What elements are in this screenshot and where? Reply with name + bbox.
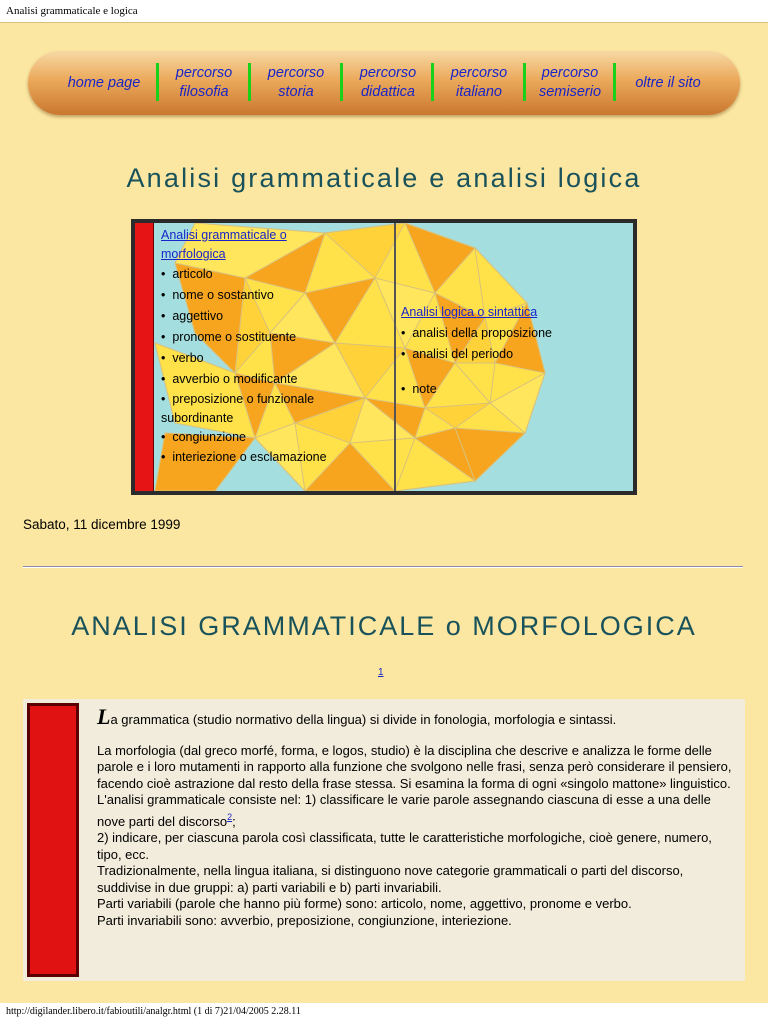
article-text	[97, 704, 737, 929]
red-accent-bar	[27, 703, 79, 977]
nav-separator	[613, 63, 616, 101]
nav-label: storia	[278, 84, 314, 100]
paragraph: 2) indicare, per ciascuna parola così classificata, tutte le caratteristiche morfologiche, cioè genere, numero, tipo, ecc.	[97, 830, 712, 862]
print-footer: http://digilander.libero.it/fabioutili/analgr.html (1 di 7)21/04/2005 2.28.11	[6, 1006, 301, 1017]
nav-label: italiano	[456, 84, 502, 100]
list-item[interactable]: • nome o sostantivo	[161, 288, 274, 302]
list-item-label: note	[412, 382, 437, 396]
drop-cap: L	[97, 704, 111, 729]
link-analisi-grammaticale[interactable]	[161, 226, 393, 264]
menu-left-column	[161, 226, 393, 468]
paragraph: Tradizionalmente, nella lingua italiana, si distinguono nove categorie grammaticali o parti del discorso, suddivise in due gruppi: a) parti variabili e b) parti invariabili.	[97, 863, 684, 895]
column-divider	[394, 223, 396, 491]
paragraph-text: L'analisi grammaticale consiste nel: 1) classificare le varie parole assegnando ciascuna di esse a una delle nove parti del discorso	[97, 792, 711, 829]
article-box	[23, 699, 745, 981]
paragraph	[97, 792, 737, 830]
footnote-link[interactable]: 1	[378, 667, 384, 678]
list-item[interactable]: • verbo	[161, 351, 204, 365]
list-item[interactable]: • congiunzione	[161, 430, 246, 444]
list-item[interactable]: • pronome o sostituente	[161, 330, 297, 344]
paragraph: Parti invariabili sono: avverbio, preposizione, congiunzione, interiezione.	[97, 912, 512, 928]
list-item[interactable]: • preposizione o funzionale subordinante	[161, 392, 315, 425]
list-item-label: avverbio o modificante	[172, 372, 298, 386]
date-text: Sabato, 11 dicembre 1999	[23, 517, 181, 532]
link-text: Analisi grammaticale o	[161, 228, 287, 242]
nav-label: percorso	[450, 65, 508, 81]
section-title: ANALISI GRAMMATICALE o MORFOLOGICA	[71, 611, 697, 641]
nav-bar	[28, 51, 740, 115]
horizontal-rule	[23, 566, 743, 568]
link-text: morfologica	[161, 247, 226, 261]
nav-label: percorso	[175, 65, 233, 81]
list-item[interactable]: • analisi della proposizione	[401, 326, 553, 340]
list-item[interactable]: • aggettivo	[161, 309, 224, 323]
list-item-label: nome o sostantivo	[172, 288, 274, 302]
nav-percorso-storia[interactable]	[256, 59, 336, 107]
nav-label: percorso	[541, 65, 599, 81]
nav-label: percorso	[267, 65, 325, 81]
nav-separator	[156, 63, 159, 101]
list-item[interactable]: • avverbio o modificante	[161, 372, 298, 386]
red-accent-bar	[135, 223, 154, 491]
nav-label: home page	[67, 74, 141, 91]
nav-oltre-il-sito[interactable]	[620, 59, 716, 107]
nav-label: percorso	[359, 65, 417, 81]
nav-percorso-filosofia[interactable]	[164, 59, 244, 107]
nav-label: didattica	[360, 84, 415, 100]
nav-home-page[interactable]	[56, 59, 152, 107]
page-title: Analisi grammaticale e analisi logica	[126, 163, 642, 193]
list-item-label: preposizione o funzionale	[172, 392, 315, 406]
list-item-label: analisi del periodo	[412, 347, 514, 361]
list-item-label: pronome o sostituente	[172, 330, 297, 344]
list-item[interactable]: • note	[401, 382, 437, 396]
list-item-label: analisi della proposizione	[412, 326, 553, 340]
footnote-link[interactable]: 2	[227, 811, 233, 822]
nav-separator	[340, 63, 343, 101]
nav-separator	[431, 63, 434, 101]
menu-table	[131, 219, 637, 495]
paragraph-text: ;	[232, 813, 236, 829]
list-item-label: verbo	[172, 351, 204, 365]
list-item[interactable]: • analisi del periodo	[401, 347, 514, 361]
list-item-label: articolo	[172, 267, 213, 281]
nav-percorso-semiserio[interactable]	[530, 59, 610, 107]
list-item-label: subordinante	[161, 411, 234, 425]
list-item-label: aggettivo	[172, 309, 224, 323]
paragraph: La morfologia (dal greco morfé, forma, e logos, studio) è la disciplina che descrive e analizza le forme delle parole e i loro mutamenti in rapporto alla funzione che svolgono nelle frasi, senza però considerare il pensiero, facendo cioè astrazione dal resto della frase stessa. Si esamina la forma di ogni «singolo mattone» linguistico.	[97, 742, 732, 791]
link-analisi-logica[interactable]: Analisi logica o sintattica	[401, 305, 538, 319]
paragraph	[97, 704, 737, 729]
list-item-label: congiunzione	[172, 430, 246, 444]
list-item-label: interiezione o esclamazione	[172, 450, 327, 464]
nav-separator	[523, 63, 526, 101]
menu-right-column	[401, 302, 629, 400]
nav-label: filosofia	[179, 84, 229, 100]
list-item[interactable]: • articolo	[161, 267, 213, 281]
nav-label: semiserio	[538, 84, 602, 100]
nav-percorso-didattica[interactable]	[348, 59, 428, 107]
page	[0, 22, 768, 1003]
menu-table-inner	[135, 223, 633, 491]
paragraph: Parti variabili (parole che hanno più forme) sono: articolo, nome, aggettivo, pronome e verbo.	[97, 896, 632, 911]
nav-separator	[248, 63, 251, 101]
nav-label: oltre il sito	[635, 74, 701, 91]
list-item[interactable]: • interiezione o esclamazione	[161, 450, 327, 464]
print-header: Analisi grammaticale e logica	[6, 5, 138, 17]
paragraph-text: a grammatica (studio normativo della lingua) si divide in fonologia, morfologia e sintassi.	[110, 712, 617, 727]
nav-percorso-italiano[interactable]	[439, 59, 519, 107]
